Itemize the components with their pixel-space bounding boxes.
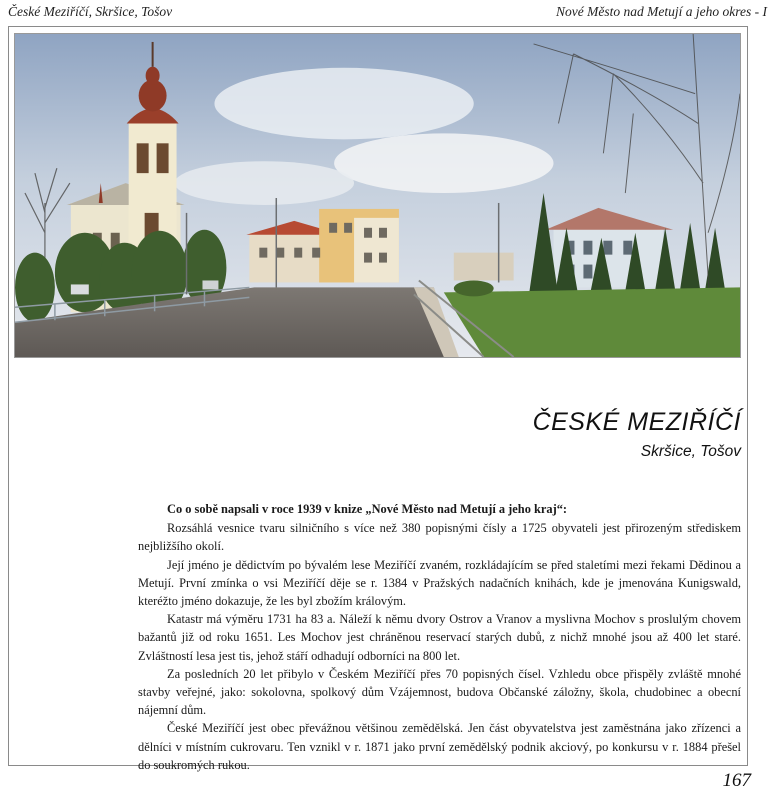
article-body	[138, 500, 741, 774]
village-panorama-photo	[14, 33, 741, 358]
article-title: ČESKÉ MEZIŘÍČÍ	[532, 408, 741, 436]
article-subtitle: Skršice, Tošov	[640, 443, 741, 460]
page-number: 167	[722, 770, 751, 791]
article-lead: Co o sobě napsali v roce 1939 v knize „Nové Město nad Metují a jeho kraj“:	[167, 502, 568, 516]
panorama-illustration	[15, 34, 740, 357]
paragraph: Její jméno je dědictvím po bývalém lese Meziříčí zvaném, rozkládajícím se před staletími mezi řekami Dědinou a Metují. První zmínka o vsi Meziříčí děje se r. 1384 v Pražských nadačních knihách, kde je jmenována Kunigswald, kteréžto jméno dokazuje, že les byl zbožím královým.	[138, 557, 741, 609]
paragraph: České Meziříčí jest obec převážnou většinou zemědělská. Jen část obyvatelstva jest zaměstnána jako zřízenci a dělníci v místním cukrovaru. Ten vznikl v r. 1871 jako první zemědělský podnik akciový, po konkursu v r. 1884 přešel do soukromých rukou.	[138, 721, 741, 772]
running-header-right: Nové Město nad Metují a jeho okres - I	[556, 4, 767, 19]
paragraph: Za posledních 20 let přibylo v Českém Meziříčí přes 70 popisných čísel. Vzhledu obce přispěly zvláště mnohé stavby veřejné, jako: sokolovna, spolkový dům Vzájemnost, budova Občanské záložny, škola, chudobinec a obecní nájemní dům.	[138, 666, 741, 718]
paragraph: Katastr má výměru 1731 ha 83 a. Náleží k němu dvory Ostrov a Vranov a myslivna Mochov s proslulým chovem bažantů již od roku 1651. Les Mochov jest chráněnou reservací starých dubů, z nichž mnohé jsou až 400 let staré. Zvláštností lesa jest tis, jehož stáří odhadují odborníci na 800 let.	[138, 612, 741, 663]
paragraph: Rozsáhlá vesnice tvaru silničního s více než 380 popisnými čísly a 1725 obyvateli jest přirozeným střediskem nejbližšího okolí.	[138, 521, 741, 554]
running-header-left: České Meziříčí, Skršice, Tošov	[8, 4, 173, 19]
